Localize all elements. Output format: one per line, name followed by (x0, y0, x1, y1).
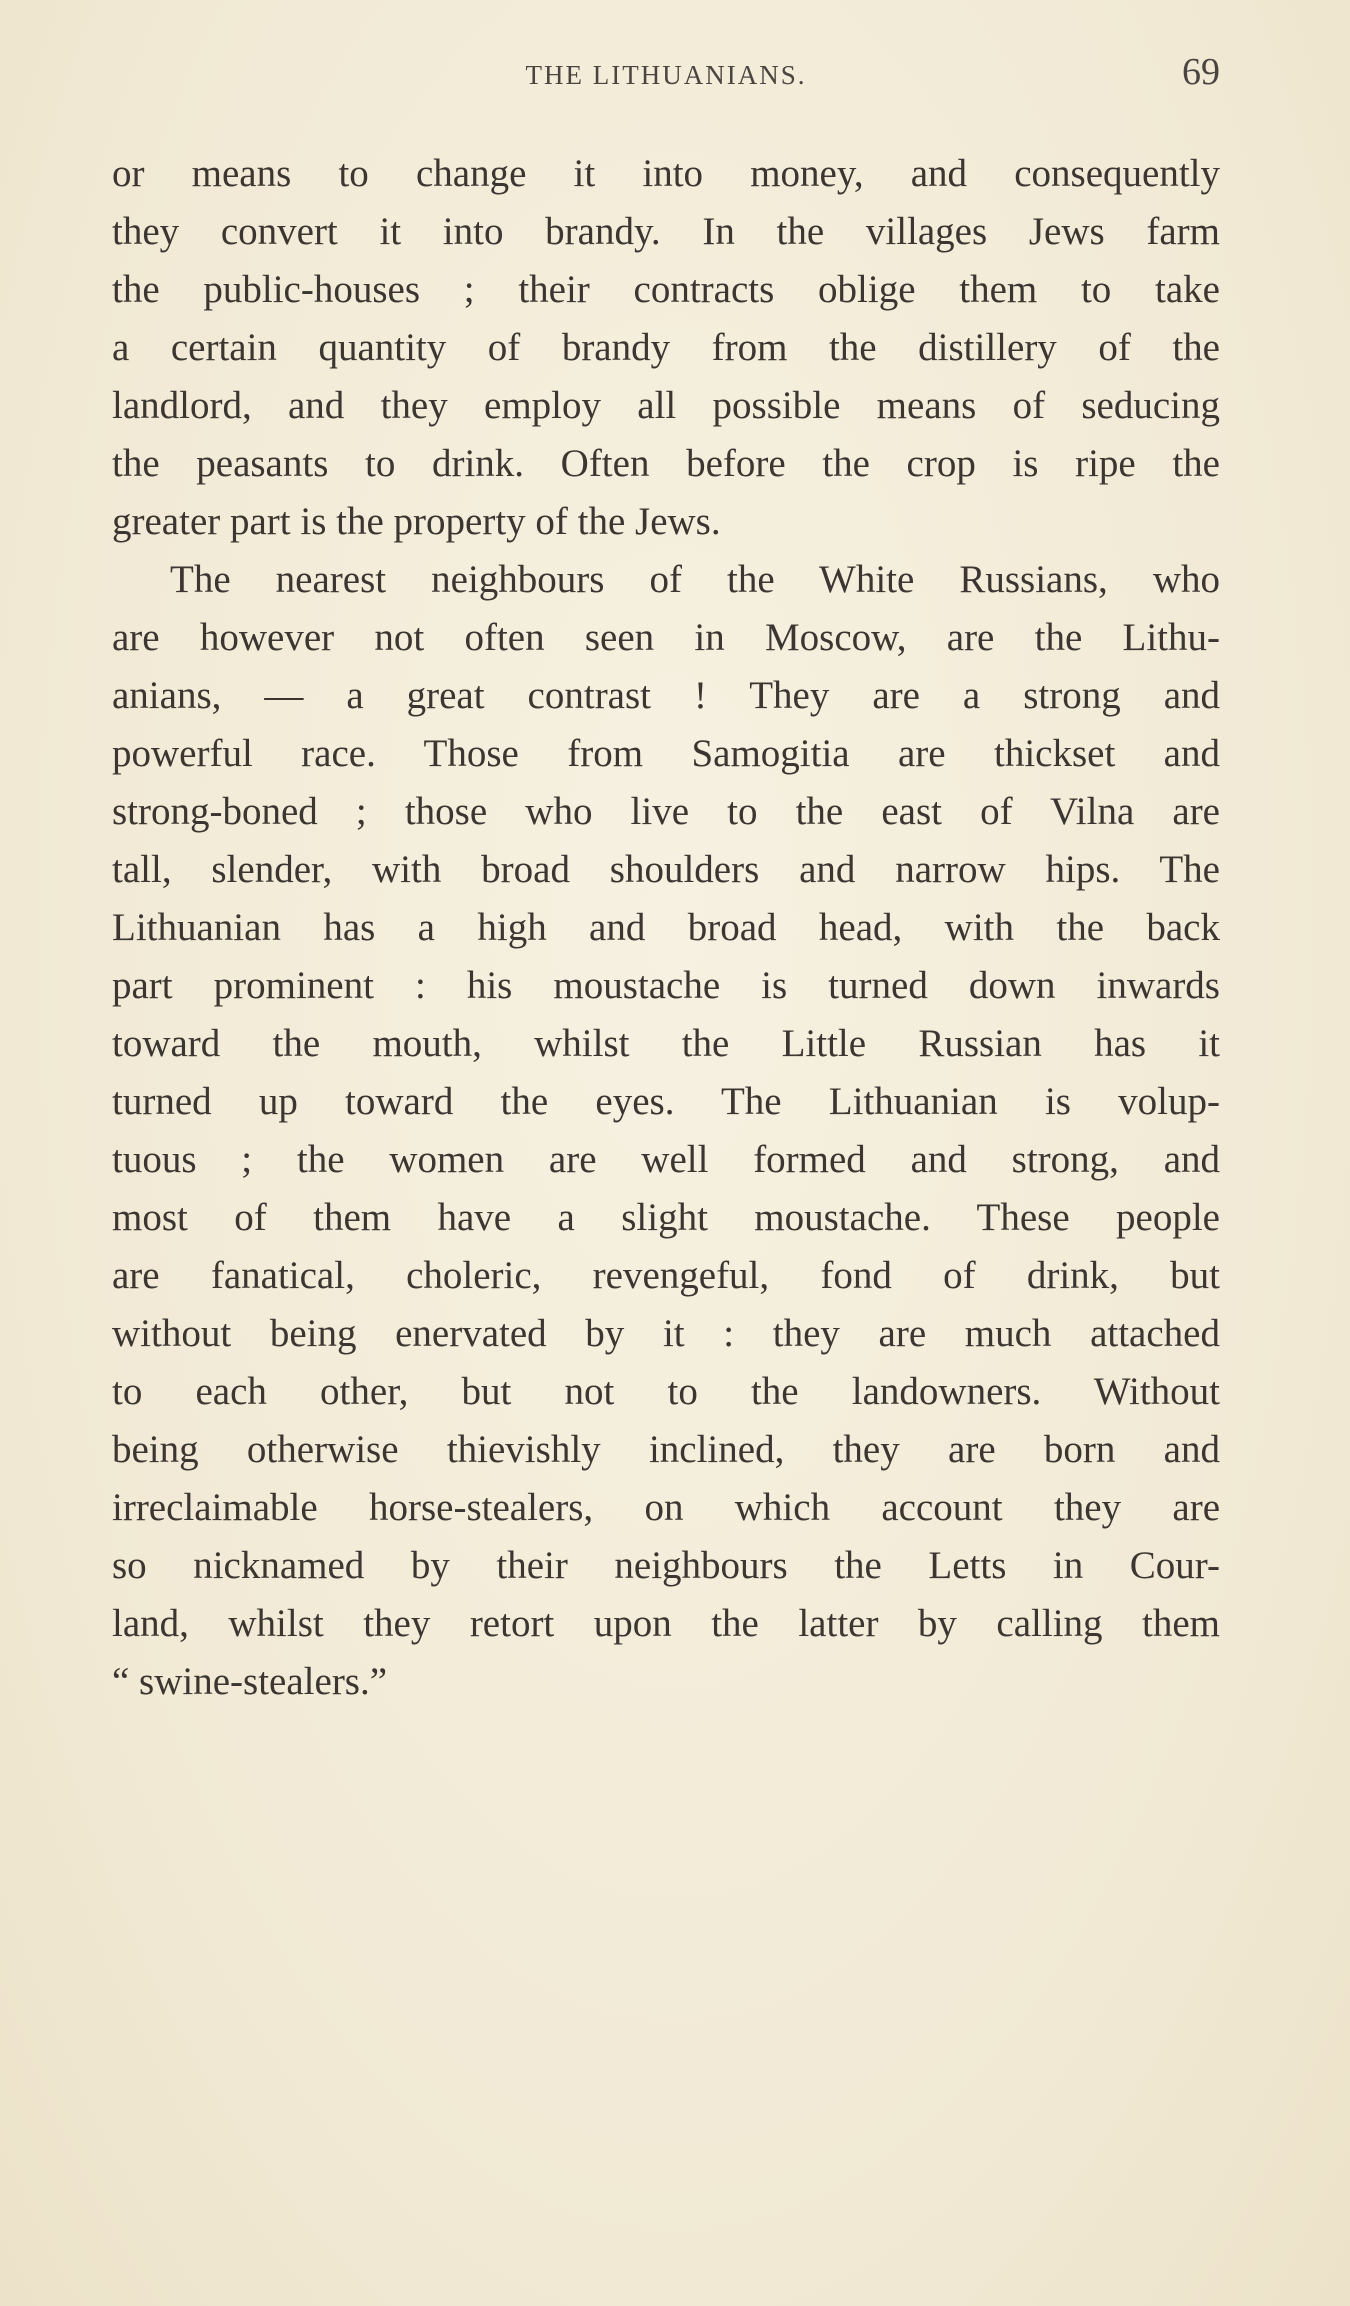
text-line: landlord, and they employ all possible means of seducing (112, 384, 1220, 427)
text-line: a certain quantity of brandy from the distillery of the (112, 326, 1220, 369)
text-line: they convert it into brandy. In the villages Jews farm (112, 210, 1220, 253)
text-line: greater part is the property of the Jews. (112, 500, 721, 543)
text-line: strong-boned ; those who live to the east of Vilna are (112, 790, 1220, 833)
text-line: irreclaimable horse-stealers, on which account they are (112, 1486, 1220, 1529)
paragraph-start-line: The nearest neighbours of the White Russians, who (170, 558, 1220, 601)
text-line: most of them have a slight moustache. These people (112, 1196, 1220, 1239)
text-line: anians, — a great contrast ! They are a strong and (112, 674, 1220, 717)
text-line: land, whilst they retort upon the latter by calling them (112, 1602, 1220, 1645)
text-line: the peasants to drink. Often before the crop is ripe the (112, 442, 1220, 485)
body-text (112, 145, 1220, 1711)
text-line: part prominent : his moustache is turned down inwards (112, 964, 1220, 1007)
page-number: 69 (1182, 51, 1220, 93)
text-line: to each other, but not to the landowners. Without (112, 1370, 1220, 1413)
text-line: are fanatical, choleric, revengeful, fond of drink, but (112, 1254, 1220, 1297)
text-line: are however not often seen in Moscow, are the Lithu- (112, 616, 1220, 659)
text-line: or means to change it into money, and consequently (112, 152, 1220, 195)
text-line: the public-houses ; their contracts oblige them to take (112, 268, 1220, 311)
text-line: tuous ; the women are well formed and strong, and (112, 1138, 1220, 1181)
text-line: being otherwise thievishly inclined, they are born and (112, 1428, 1220, 1471)
text-line: toward the mouth, whilst the Little Russian has it (112, 1022, 1220, 1065)
text-line: tall, slender, with broad shoulders and narrow hips. The (112, 848, 1220, 891)
running-title: THE LITHUANIANS. (525, 60, 807, 90)
text-line: powerful race. Those from Samogitia are thickset and (112, 732, 1220, 775)
page-header (112, 50, 1220, 100)
text-line: so nicknamed by their neighbours the Letts in Cour- (112, 1544, 1220, 1587)
text-line: “ swine-stealers.” (112, 1660, 388, 1703)
text-line: Lithuanian has a high and broad head, with the back (112, 906, 1220, 949)
text-line: without being enervated by it : they are much attached (112, 1312, 1220, 1355)
text-line: turned up toward the eyes. The Lithuanian is volup- (112, 1080, 1220, 1123)
